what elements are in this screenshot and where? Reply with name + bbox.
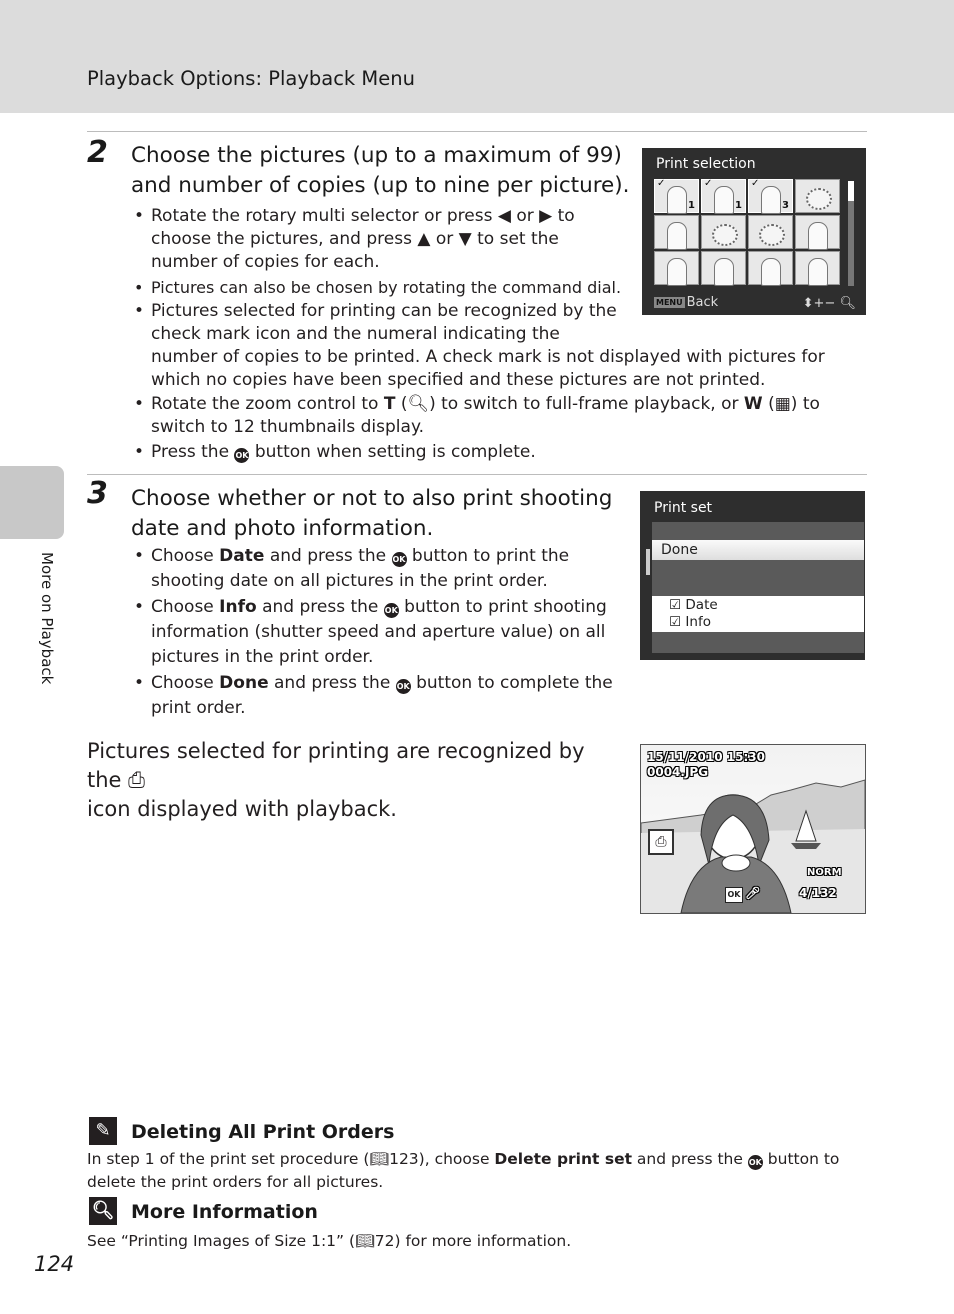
list-item: • Pictures selected for printing can be recognized by the check mark icon and the numeral indicating the number of copies to be printed. A check mark is not displayed with pictures for which no copies have been specified and these pictures are not printed. xyxy=(134,301,825,390)
print-order-icon: ⎙ xyxy=(648,829,674,855)
step-number: 2 xyxy=(87,135,108,170)
thumbnail xyxy=(748,215,793,249)
option-list xyxy=(652,596,864,632)
ok-button-icon: OK xyxy=(384,603,399,618)
ok-button-icon: OK xyxy=(396,679,411,694)
list-item: • Choose Info and press the OK button to print shooting information (shutter speed and aperture value) on all pictures in the print order. xyxy=(134,597,607,667)
book-reference-icon: 📖︎ xyxy=(369,1150,390,1168)
check-icon: ✓ xyxy=(657,178,666,189)
note-heading: Deleting All Print Orders xyxy=(131,1121,395,1143)
ok-button-icon: OK xyxy=(392,552,407,567)
thumbnail xyxy=(795,179,840,213)
print-icon-paragraph: Pictures selected for printing are recognized by the ⎙ icon displayed with playback. xyxy=(87,739,585,821)
note-body: See “Printing Images of Size 1:1” (📖︎72) for more information. xyxy=(87,1232,572,1250)
menu-item-date[interactable]: ☑ Date xyxy=(669,597,718,613)
pencil-note-icon: ✎ xyxy=(89,1117,117,1145)
side-tab-label: More on Playback xyxy=(38,552,56,685)
thumbnail: ✓ 1 xyxy=(701,179,746,213)
playback-screen xyxy=(640,744,866,914)
menu-item-info[interactable]: ☑ Info xyxy=(669,614,711,630)
down-arrow-icon: ▼ xyxy=(458,229,472,249)
thumbnail xyxy=(795,251,840,285)
screen-title: Print set xyxy=(654,500,713,516)
menu-item-done[interactable]: Done xyxy=(652,540,864,560)
checkbox-checked-icon: ☑ xyxy=(669,597,682,613)
magnifier-note-icon: 🔍︎ xyxy=(89,1197,117,1225)
thumbnail-grid-icon: ▦ xyxy=(774,394,791,414)
page-header xyxy=(0,0,954,113)
print-order-icon: ⎙ xyxy=(128,768,145,792)
scrollbar xyxy=(646,549,650,575)
up-down-icon: ⬍ xyxy=(802,296,814,311)
left-arrow-icon: ◀ xyxy=(497,206,511,226)
divider xyxy=(87,131,867,132)
list-item: • Rotate the rotary multi selector or press ◀ or ▶ to choose the pictures, and press ▲ or ▼ to set the number of copies for each. xyxy=(134,206,575,272)
print-selection-screen xyxy=(642,148,866,315)
ok-button-icon: OK xyxy=(748,1155,763,1170)
thumbnail: ✓ 3 xyxy=(748,179,793,213)
zoom-icon: 🔍︎ xyxy=(839,296,856,311)
thumbnail: ✓ 1 xyxy=(654,179,699,213)
list-item: • Choose Date and press the OK button to print the shooting date on all pictures in the print order. xyxy=(134,546,570,591)
image-quality: NORM xyxy=(807,867,842,878)
step-title: Choose whether or not to also print shooting date and photo information. xyxy=(131,486,613,541)
control-hints xyxy=(803,296,856,311)
page-number: 124 xyxy=(34,1252,75,1276)
scrollbar xyxy=(848,181,854,286)
checkbox-checked-icon: ☑ xyxy=(669,614,682,630)
list-item: • Choose Done and press the OK button to complete the print order. xyxy=(134,673,613,718)
divider xyxy=(87,474,867,475)
ok-button-icon: OK xyxy=(234,448,249,463)
thumbnail-grid xyxy=(654,179,843,286)
book-reference-icon: 📖︎ xyxy=(355,1232,375,1250)
shooting-date: 15/11/2010 15:30 xyxy=(647,750,765,764)
magnify-icon: 🔍︎ xyxy=(407,394,430,414)
list-item: • Rotate the zoom control to T (🔍︎) to switch to full-frame playback, or W (▦) to switch to 12 thumbnails display. xyxy=(134,394,820,437)
thumbnail xyxy=(701,251,746,285)
thumbnail xyxy=(654,215,699,249)
menu-button-icon: MENU xyxy=(656,298,683,307)
back-hint: MENU Back xyxy=(656,295,719,310)
check-icon: ✓ xyxy=(704,178,713,189)
note-body: In step 1 of the print set procedure (📖︎123), choose Delete print set and press the OK button to delete the print orders for all pictures. xyxy=(87,1150,840,1191)
up-arrow-icon: ▲ xyxy=(417,229,431,249)
thumbnail xyxy=(701,215,746,249)
print-set-screen xyxy=(640,491,865,660)
step-number: 3 xyxy=(87,476,108,511)
thumbnail xyxy=(795,215,840,249)
side-tab xyxy=(0,466,64,539)
page-header-title: Playback Options: Playback Menu xyxy=(87,67,415,90)
list-item: • Press the OK button when setting is complete. xyxy=(134,442,536,462)
frame-counter: 4/132 xyxy=(799,886,837,900)
ok-button-icon: OK xyxy=(725,887,743,903)
thumbnail xyxy=(748,251,793,285)
step-title: Choose the pictures (up to a maximum of 99) and number of copies (up to nine per picture). xyxy=(131,143,630,198)
list-item: • Pictures can also be chosen by rotating the command dial. xyxy=(134,278,622,297)
microphone-icon: 🎤︎ xyxy=(745,886,761,900)
plus-minus-icon: +− xyxy=(813,296,836,311)
check-icon: ✓ xyxy=(751,178,760,189)
file-name: 0004.JPG xyxy=(647,765,709,779)
right-arrow-icon: ▶ xyxy=(539,206,553,226)
thumbnail xyxy=(654,251,699,285)
screen-title: Print selection xyxy=(656,156,756,172)
note-heading: More Information xyxy=(131,1201,318,1223)
